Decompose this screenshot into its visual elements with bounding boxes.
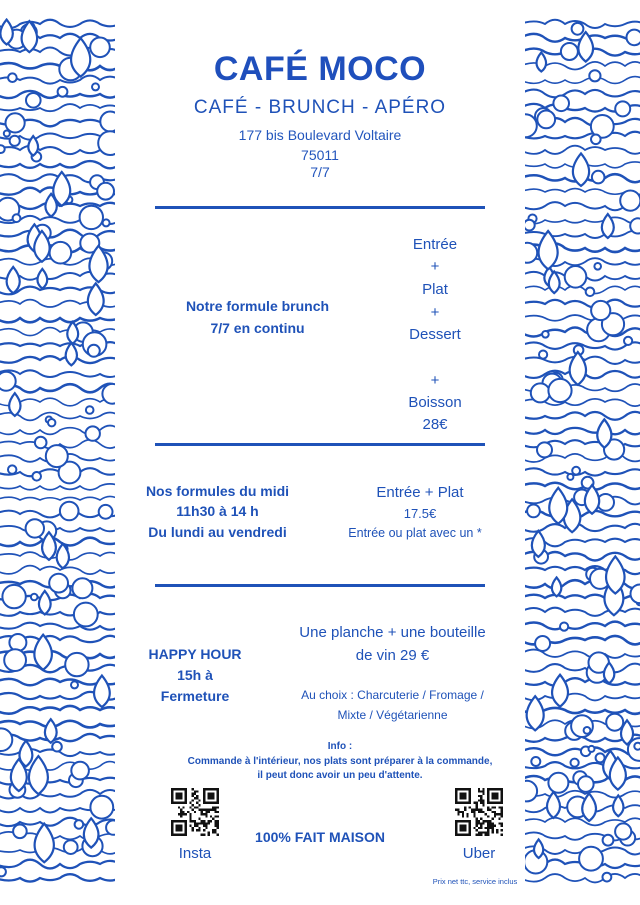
doodle-circle — [13, 214, 21, 222]
doodle-drop — [7, 267, 20, 293]
doodle-circle — [97, 183, 114, 200]
brunch-item: Entrée — [412, 236, 458, 253]
doodle-wave — [525, 608, 640, 617]
info-title: Info : — [327, 741, 353, 752]
doodle-wave — [0, 874, 115, 881]
doodle-circle — [0, 145, 5, 153]
doodle-circle — [75, 820, 84, 829]
uber-qr-code-icon[interactable] — [455, 788, 503, 836]
address-street: 177 bis Boulevard Voltaire — [238, 127, 402, 143]
divider — [155, 584, 485, 587]
doodle-circle — [86, 406, 94, 414]
doodle-drop — [35, 824, 54, 863]
doodle-circle — [46, 445, 68, 467]
doodle-circle — [0, 867, 6, 876]
doodle-circle — [58, 87, 68, 97]
doodle-drop — [613, 795, 623, 816]
doodle-circle — [71, 762, 89, 780]
doodle-circle — [525, 781, 537, 802]
doodle-drop — [19, 741, 32, 767]
midi-note: Entrée ou plat avec un * — [348, 526, 482, 540]
doodle-drop — [582, 793, 596, 821]
doodle-circle — [615, 101, 630, 116]
midi-label-3: Du lundi au vendredi — [148, 524, 287, 540]
doodle-drop — [34, 635, 52, 670]
doodle-drop — [28, 136, 38, 156]
happy-hour-offer-2: de vin 29 € — [355, 647, 430, 664]
doodle-drop — [534, 839, 543, 858]
midi-price: 17.5€ — [403, 506, 437, 521]
address-postcode: 75011 — [301, 147, 339, 163]
doodle-drop — [532, 531, 545, 557]
doodle-circle — [584, 727, 591, 734]
doodle-wave — [525, 217, 640, 223]
doodle-drop — [71, 38, 90, 76]
doodle-circle — [9, 634, 26, 651]
info-line-1: Commande à l'intérieur, nos plats sont préparer à la commande, — [187, 756, 493, 767]
doodle-circle — [0, 728, 12, 751]
brunch-label-1: Notre formule brunch — [185, 298, 330, 314]
doodle-drop — [84, 818, 99, 847]
insta-qr-code-icon[interactable] — [171, 788, 219, 836]
qr-pattern-svg — [455, 788, 503, 836]
doodle-circle — [539, 351, 547, 359]
doodle-drop — [606, 556, 625, 593]
doodle-wave — [525, 426, 640, 434]
doodle-circle — [52, 742, 62, 752]
doodle-circle — [72, 578, 92, 598]
doodle-circle — [589, 746, 595, 752]
doodle-circle — [60, 502, 79, 521]
doodle-circle — [48, 419, 55, 426]
doodle-drop — [536, 52, 546, 71]
divider — [155, 443, 485, 446]
doodle-wave — [0, 160, 115, 168]
doodle-circle — [90, 796, 113, 819]
doodle-drop — [39, 591, 51, 615]
opening-days: 7/7 — [310, 164, 330, 180]
doodle-circle — [537, 111, 555, 129]
doodle-circle — [106, 820, 115, 834]
doodle-wave — [525, 90, 640, 98]
doodle-circle — [8, 73, 17, 82]
doodle-circle — [586, 288, 595, 297]
doodle-circle — [90, 38, 110, 58]
doodle-drop — [45, 719, 57, 743]
doodle-wave — [525, 664, 640, 673]
doodle-circle — [620, 191, 640, 211]
doodle-circle — [49, 574, 68, 593]
doodle-drop — [66, 343, 77, 366]
divider — [155, 206, 485, 209]
doodle-wave — [525, 510, 640, 517]
doodle-wave — [525, 146, 640, 154]
doodle-circle — [630, 218, 640, 233]
right-doodle-pattern — [525, 18, 640, 888]
midi-label-1: Nos formules du midi — [145, 483, 290, 499]
doodle-circle — [627, 30, 640, 46]
doodle-circle — [594, 263, 601, 270]
doodle-circle — [535, 636, 550, 651]
doodle-drop — [552, 577, 561, 596]
doodle-circle — [80, 206, 103, 229]
doodle-circle — [603, 873, 612, 882]
doodle-circle — [579, 847, 603, 871]
doodle-drop — [552, 675, 568, 707]
left-doodle-pattern — [0, 18, 115, 888]
qr-pattern-svg — [171, 788, 219, 836]
doodle-circle — [548, 379, 571, 402]
doodle-wave — [525, 300, 640, 308]
doodle-pattern-svg — [0, 18, 115, 888]
doodle-wave — [0, 146, 115, 154]
doodle-circle — [2, 585, 25, 608]
prices-note: Prix net ttc, service inclus — [432, 877, 518, 886]
doodle-circle — [537, 442, 552, 457]
doodle-wave — [0, 483, 115, 490]
doodle-drop — [9, 393, 20, 416]
doodle-circle — [10, 136, 20, 146]
doodle-circle — [589, 70, 600, 81]
uber-label: Uber — [462, 845, 496, 862]
info-line-2: il peut donc avoir un peu d'attente. — [257, 770, 423, 781]
happy-hour-offer-1: Une planche + une bouteille — [299, 624, 486, 641]
cafe-subtitle: CAFÉ - BRUNCH - APÉRO — [193, 97, 447, 118]
doodle-circle — [98, 131, 115, 155]
doodle-circle — [35, 437, 47, 449]
doodle-wave — [0, 623, 115, 630]
doodle-wave — [0, 706, 115, 714]
happy-hour-label-2: 15h à — [177, 667, 213, 683]
brunch-item: Plat — [422, 281, 448, 298]
doodle-drop — [527, 696, 544, 730]
doodle-circle — [572, 467, 580, 475]
doodle-wave — [0, 104, 115, 111]
doodle-drop — [29, 756, 48, 794]
doodle-wave — [525, 132, 640, 139]
doodle-wave — [525, 468, 640, 475]
happy-hour-choice-1: Au choix : Charcuterie / Fromage / — [301, 688, 484, 702]
doodle-circle — [565, 266, 587, 288]
doodle-wave — [525, 231, 640, 238]
doodle-circle — [525, 220, 535, 231]
doodle-circle — [86, 426, 100, 440]
doodle-drop — [37, 269, 47, 289]
doodle-circle — [99, 505, 113, 519]
doodle-circle — [591, 135, 601, 145]
doodle-drop — [53, 172, 70, 206]
doodle-wave — [525, 412, 640, 420]
doodle-circle — [542, 331, 549, 338]
doodle-circle — [13, 825, 27, 839]
doodle-drop — [573, 153, 589, 185]
happy-hour-choice-2: Mixte / Végétarienne — [337, 708, 448, 722]
doodle-circle — [572, 23, 584, 35]
doodle-circle — [31, 594, 38, 601]
doodle-circle — [26, 519, 44, 537]
brunch-plus: + — [430, 258, 440, 275]
doodle-circle — [560, 623, 568, 631]
doodle-circle — [531, 757, 540, 766]
doodle-wave — [0, 860, 115, 869]
doodle-circle — [578, 776, 594, 792]
doodle-circle — [26, 93, 41, 108]
doodle-wave — [525, 678, 640, 685]
doodle-circle — [65, 653, 88, 676]
doodle-circle — [100, 112, 115, 132]
doodle-drop — [597, 419, 611, 447]
doodle-circle — [591, 301, 610, 320]
doodle-circle — [71, 681, 78, 688]
midi-offer: Entrée + Plat — [376, 484, 464, 501]
doodle-wave — [0, 510, 115, 518]
doodle-circle — [103, 219, 110, 226]
insta-label: Insta — [178, 845, 212, 862]
doodle-circle — [603, 835, 614, 846]
doodle-wave — [0, 370, 115, 377]
doodle-wave — [0, 315, 115, 322]
homemade-badge: 100% FAIT MAISON — [255, 829, 385, 845]
doodle-circle — [50, 242, 72, 264]
doodle-circle — [6, 113, 25, 132]
doodle-circle — [525, 243, 537, 263]
doodle-wave — [0, 496, 115, 500]
doodle-circle — [64, 840, 78, 854]
brunch-label-2: 7/7 en continu — [210, 320, 305, 336]
doodle-circle — [624, 337, 632, 345]
doodle-wave — [525, 286, 640, 294]
doodle-wave — [0, 384, 115, 393]
doodle-circle — [553, 96, 569, 112]
doodle-drop — [0, 20, 12, 45]
doodle-circle — [571, 759, 579, 767]
doodle-wave — [0, 538, 115, 546]
doodle-pattern-svg — [525, 18, 640, 888]
doodle-circle — [567, 474, 573, 480]
doodle-circle — [561, 43, 578, 60]
midi-label-2: 11h30 à 14 h — [176, 503, 259, 519]
doodle-wave — [0, 63, 115, 70]
doodle-circle — [631, 585, 640, 604]
doodle-drop — [94, 676, 110, 707]
doodle-wave — [0, 526, 115, 532]
brunch-price: 28€ — [422, 416, 448, 433]
doodle-circle — [606, 714, 623, 731]
doodle-circle — [92, 83, 99, 90]
doodle-circle — [548, 773, 568, 793]
doodle-circle — [634, 743, 640, 750]
doodle-wave — [525, 524, 640, 532]
doodle-circle — [531, 383, 550, 402]
brunch-item: Dessert — [409, 326, 461, 343]
doodle-circle — [32, 472, 41, 481]
happy-hour-label-1: HAPPY HOUR — [148, 646, 242, 662]
brunch-plus: + — [430, 304, 440, 321]
doodle-circle — [0, 372, 16, 391]
doodle-circle — [615, 823, 631, 839]
happy-hour-label-3: Fermeture — [160, 688, 230, 704]
brunch-drink: Boisson — [408, 394, 462, 411]
brunch-plus: + — [430, 372, 440, 389]
doodle-wave — [525, 694, 640, 701]
doodle-wave — [0, 356, 115, 363]
doodle-wave — [525, 77, 640, 84]
doodle-drop — [549, 488, 567, 524]
doodle-circle — [4, 649, 26, 671]
doodle-circle — [592, 171, 605, 184]
doodle-wave — [0, 20, 115, 28]
doodle-circle — [8, 465, 16, 473]
doodle-circle — [74, 603, 98, 627]
doodle-wave — [0, 721, 115, 728]
doodle-circle — [527, 505, 540, 518]
cafe-title: CAFÉ MOCO — [213, 50, 427, 88]
doodle-wave — [525, 622, 640, 630]
doodle-circle — [102, 384, 115, 404]
doodle-circle — [88, 345, 100, 357]
